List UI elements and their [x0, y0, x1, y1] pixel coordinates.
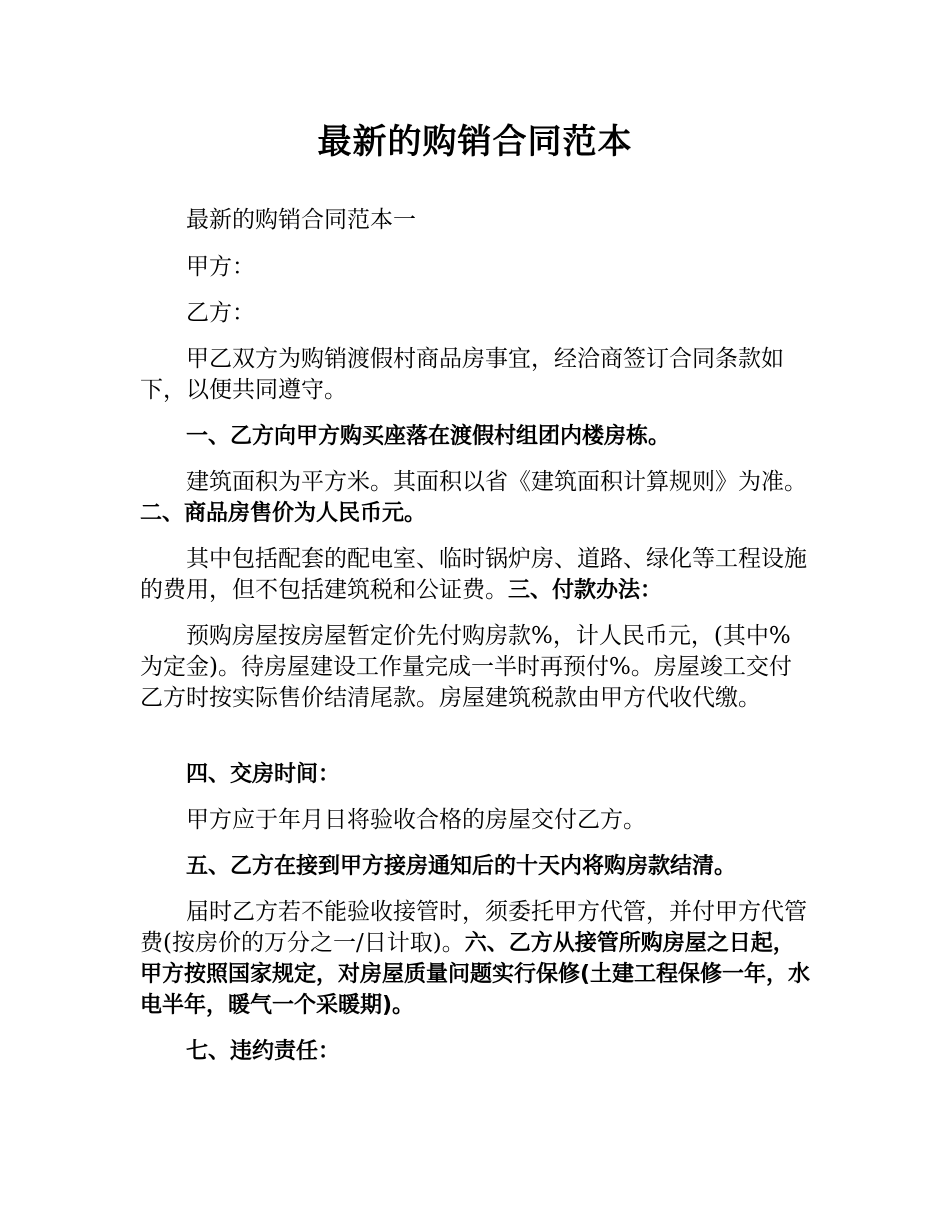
clause-5-body: 届时乙方若不能验收接管时，须委托甲方代管，并付甲方代管费(按房价的万分之一/日计取)。	[140, 899, 807, 956]
clause-3-heading: 三、付款办法：	[508, 578, 663, 603]
clause-5-paragraph	[140, 897, 812, 1021]
party-b-label: 乙方：	[186, 300, 255, 326]
clause-7-heading: 七、违约责任：	[186, 1039, 341, 1064]
clause-1-heading: 一、乙方向甲方购买座落在渡假村组团内楼房栋。	[186, 424, 671, 449]
clause-4-heading: 四、交房时间：	[186, 762, 341, 787]
clause-1-paragraph	[140, 467, 812, 529]
clause-3-body: 预购房屋按房屋暂定价先付购房款%，计人民币元，(其中%为定金)。待房屋建设工作量完成一半时再预付%。房屋竣工交付乙方时按实际售价结清尾款。房屋建筑税款由甲方代收代缴。	[140, 623, 792, 711]
clause-1-body: 建筑面积为平方米。其面积以省《建筑面积计算规则》为准。	[186, 469, 807, 495]
document-title: 最新的购销合同范本	[317, 122, 633, 162]
clause-5-heading: 五、乙方在接到甲方接房通知后的十天内将购房款结清。	[186, 854, 737, 879]
clause-6-heading: 六、乙方从接管所购房屋之日起，甲方按照国家规定，对房屋质量问题实行保修(土建工程保修一年，水电半年，暖气一个采暖期)。	[140, 931, 811, 1018]
party-a-label: 甲方：	[186, 254, 255, 280]
intro-paragraph: 甲乙双方为购销渡假村商品房事宜，经洽商签订合同条款如下，以便共同遵守。	[140, 346, 784, 403]
document-subtitle: 最新的购销合同范本一	[186, 207, 416, 233]
clause-2-heading: 二、商品房售价为人民币元。	[140, 501, 427, 526]
clause-4-body: 甲方应于年月日将验收合格的房屋交付乙方。	[186, 807, 646, 833]
clause-2-body: 其中包括配套的配电室、临时锅炉房、道路、绿化等工程设施的费用，但不包括建筑税和公证费。	[140, 546, 807, 603]
clause-2-paragraph	[140, 544, 812, 606]
